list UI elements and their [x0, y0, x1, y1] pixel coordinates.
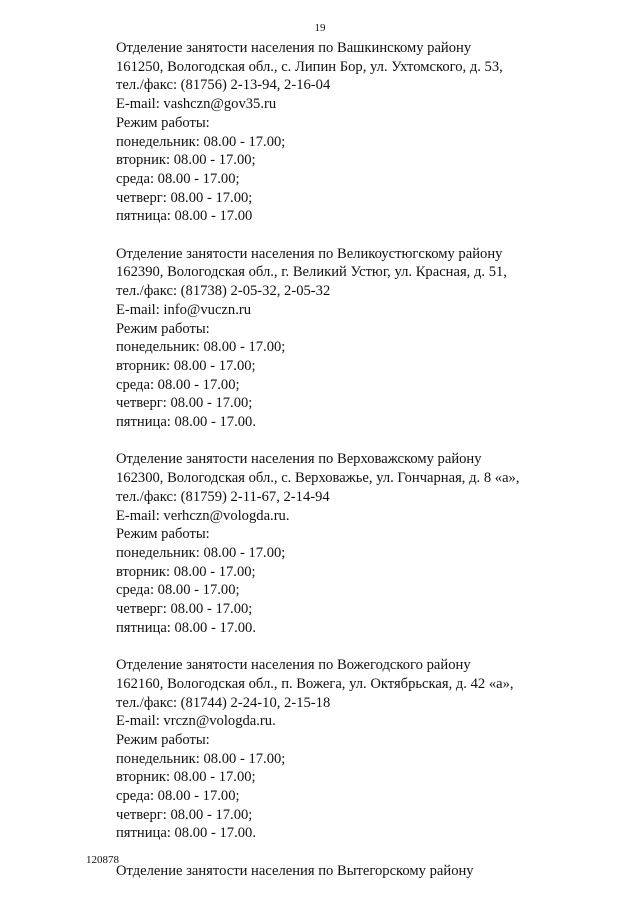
schedule-title: Режим работы:: [116, 320, 210, 337]
office-block-vashki: [116, 39, 616, 226]
schedule-thursday: четверг: 08.00 - 17.00;: [116, 601, 253, 618]
office-block-velikiy-ustyug: [116, 245, 616, 432]
schedule-wednesday: среда: 08.00 - 17.00;: [116, 376, 240, 393]
schedule-wednesday: среда: 08.00 - 17.00;: [116, 788, 240, 805]
office-phone: тел./факс: (81756) 2-13-94, 2-16-04: [116, 77, 331, 94]
document-body: [116, 39, 616, 881]
office-email: E-mail: verhczn@vologda.ru.: [116, 507, 290, 524]
schedule-friday: пятница: 08.00 - 17.00: [116, 208, 253, 225]
schedule-title: Режим работы:: [116, 526, 210, 543]
office-address: 162160, Вологодская обл., п. Вожега, ул. Октябрьская, д. 42 «а»,: [116, 675, 514, 692]
office-address: 162390, Вологодская обл., г. Великий Устюг, ул. Красная, д. 51,: [116, 264, 507, 281]
schedule-monday: понедельник: 08.00 - 17.00;: [116, 133, 286, 150]
office-phone: тел./факс: (81744) 2-24-10, 2-15-18: [116, 694, 331, 711]
office-name: Отделение занятости населения по Великоустюгскому району: [116, 245, 503, 262]
office-email: E-mail: vrczn@vologda.ru.: [116, 713, 276, 730]
office-phone: тел./факс: (81738) 2-05-32, 2-05-32: [116, 283, 331, 300]
page-number: 19: [314, 22, 326, 34]
schedule-thursday: четверг: 08.00 - 17.00;: [116, 806, 253, 823]
schedule-monday: понедельник: 08.00 - 17.00;: [116, 544, 286, 561]
office-address: 162300, Вологодская обл., с. Верховажье, ул. Гончарная, д. 8 «а»,: [116, 470, 520, 487]
schedule-friday: пятница: 08.00 - 17.00.: [116, 414, 256, 431]
schedule-title: Режим работы:: [116, 114, 210, 131]
schedule-friday: пятница: 08.00 - 17.00.: [116, 825, 256, 842]
document-code: 120878: [86, 854, 119, 866]
schedule-tuesday: вторник: 08.00 - 17.00;: [116, 152, 256, 169]
office-name: Отделение занятости населения по Верховажскому району: [116, 451, 482, 468]
office-name-vytegra: Отделение занятости населения по Вытегорскому району: [116, 862, 474, 879]
schedule-title: Режим работы:: [116, 731, 210, 748]
office-name: Отделение занятости населения по Вожегодского району: [116, 657, 471, 674]
office-block-verkhovazhye: [116, 450, 616, 637]
schedule-wednesday: среда: 08.00 - 17.00;: [116, 582, 240, 599]
schedule-tuesday: вторник: 08.00 - 17.00;: [116, 563, 256, 580]
schedule-wednesday: среда: 08.00 - 17.00;: [116, 170, 240, 187]
schedule-thursday: четверг: 08.00 - 17.00;: [116, 189, 253, 206]
schedule-thursday: четверг: 08.00 - 17.00;: [116, 395, 253, 412]
schedule-monday: понедельник: 08.00 - 17.00;: [116, 750, 286, 767]
office-phone: тел./факс: (81759) 2-11-67, 2-14-94: [116, 488, 330, 505]
office-address: 161250, Вологодская обл., с. Липин Бор, ул. Ухтомского, д. 53,: [116, 58, 503, 75]
office-email: E-mail: vashczn@gov35.ru: [116, 96, 277, 113]
office-email: E-mail: info@vuczn.ru: [116, 301, 252, 318]
schedule-friday: пятница: 08.00 - 17.00.: [116, 619, 256, 636]
schedule-monday: понедельник: 08.00 - 17.00;: [116, 339, 286, 356]
schedule-tuesday: вторник: 08.00 - 17.00;: [116, 769, 256, 786]
schedule-tuesday: вторник: 08.00 - 17.00;: [116, 357, 256, 374]
office-block-vozhega: [116, 656, 616, 843]
office-name: Отделение занятости населения по Вашкинскому району: [116, 40, 472, 56]
